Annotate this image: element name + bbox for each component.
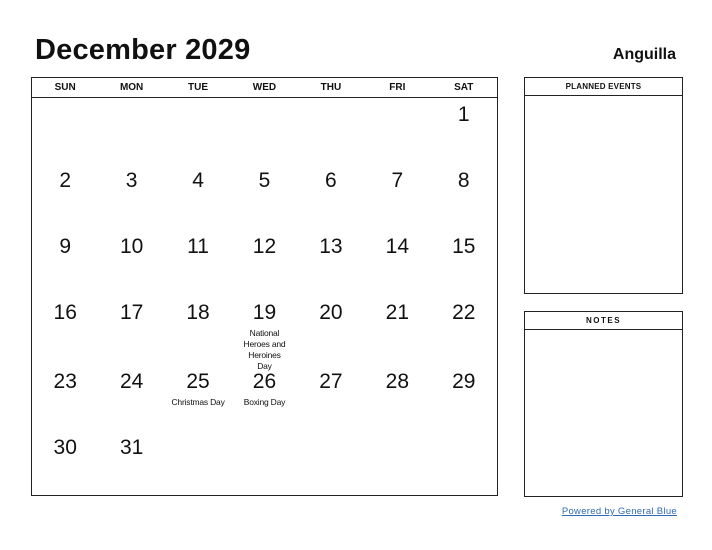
- weekday-thu: THU: [320, 82, 342, 93]
- day-cell: [231, 97, 297, 163]
- weekday-wed: WED: [252, 82, 277, 93]
- holiday-label: National Heroes and Heroines Day: [243, 328, 286, 371]
- weekday-mon: MON: [119, 82, 144, 93]
- day-cell: [431, 163, 497, 229]
- day-number: 2: [59, 169, 72, 192]
- day-cell: [32, 364, 98, 430]
- day-cell: [431, 364, 497, 430]
- day-cell: [364, 430, 430, 496]
- day-number: 30: [53, 436, 77, 459]
- day-cell: [98, 295, 164, 364]
- day-grid: [32, 97, 497, 496]
- day-number: 7: [391, 169, 404, 192]
- day-cell: [32, 430, 98, 496]
- day-cell: [98, 97, 164, 163]
- week-row: [32, 295, 497, 371]
- day-number: 29: [452, 370, 476, 393]
- day-number: 8: [457, 169, 470, 192]
- day-number: 21: [385, 301, 409, 324]
- day-cell: [298, 229, 364, 295]
- day-cell: [431, 295, 497, 364]
- day-cell: [98, 430, 164, 496]
- day-number: 15: [452, 235, 476, 258]
- day-cell: [165, 295, 231, 364]
- weekday-sun: SUN: [54, 82, 76, 93]
- calendar-grid: [31, 77, 498, 496]
- day-cell: [364, 229, 430, 295]
- weekday-tue: TUE: [188, 82, 209, 93]
- weekday-header: [32, 78, 497, 98]
- day-cell: [231, 163, 297, 229]
- day-cell: [165, 229, 231, 295]
- day-cell: [431, 97, 497, 163]
- day-number: 12: [252, 235, 277, 258]
- day-cell: [231, 430, 297, 496]
- day-cell: [231, 295, 297, 371]
- country-label: Anguilla: [612, 46, 676, 63]
- day-number: 4: [192, 169, 204, 192]
- day-cell: [32, 163, 98, 229]
- day-number: 16: [53, 301, 77, 324]
- calendar-title: December 2029: [35, 34, 251, 66]
- day-number: 17: [119, 301, 144, 324]
- holiday-label: Boxing Day: [243, 397, 286, 407]
- planned-events-title: PLANNED EVENTS: [525, 78, 682, 96]
- day-cell: [165, 364, 231, 430]
- day-number: 23: [53, 370, 77, 393]
- day-cell: [298, 430, 364, 496]
- day-number: 1: [457, 103, 470, 126]
- day-number: 5: [258, 169, 271, 192]
- day-cell: [32, 97, 98, 163]
- day-number: 28: [385, 370, 409, 393]
- day-cell: [165, 97, 231, 163]
- day-cell: [298, 295, 364, 364]
- day-cell: [165, 163, 231, 229]
- planned-events-panel: [524, 77, 683, 294]
- day-number: 20: [319, 301, 343, 324]
- day-number: 19: [252, 301, 277, 324]
- day-number: 27: [319, 370, 343, 393]
- day-cell: [165, 430, 231, 496]
- week-row: [32, 163, 497, 229]
- day-cell: [431, 229, 497, 295]
- week-row: [32, 364, 497, 430]
- day-cell: [32, 295, 98, 364]
- day-number: 10: [119, 235, 144, 258]
- day-number: 11: [187, 235, 209, 258]
- day-number: 9: [59, 235, 72, 258]
- day-cell: [364, 364, 430, 430]
- day-cell: [298, 97, 364, 163]
- weekday-fri: FRI: [389, 82, 406, 93]
- day-cell: [298, 364, 364, 430]
- notes-panel: [524, 311, 683, 497]
- day-cell: [298, 163, 364, 229]
- day-cell: [98, 364, 164, 430]
- day-cell: [98, 229, 164, 295]
- weekday-sat: SAT: [454, 82, 474, 93]
- day-cell: [364, 295, 430, 364]
- day-cell: [231, 229, 297, 295]
- day-number: 13: [319, 235, 343, 258]
- week-row: [32, 430, 497, 496]
- day-number: 18: [186, 301, 210, 324]
- day-number: 22: [452, 301, 476, 324]
- day-cell: [32, 229, 98, 295]
- notes-title: NOTES: [525, 312, 682, 330]
- day-number: 26: [252, 370, 277, 393]
- day-cell: [364, 97, 430, 163]
- day-cell: [431, 430, 497, 496]
- day-cell: [231, 364, 297, 430]
- day-number: 31: [119, 436, 144, 459]
- day-number: 3: [125, 169, 138, 192]
- day-cell: [98, 163, 164, 229]
- day-number: 14: [385, 235, 409, 258]
- powered-by-link[interactable]: Powered by General Blue: [561, 506, 677, 517]
- holiday-label: Christmas Day: [171, 397, 225, 407]
- week-row: [32, 229, 497, 295]
- day-number: 24: [119, 370, 144, 393]
- day-number: 25: [186, 370, 210, 393]
- week-row: [32, 97, 497, 163]
- day-number: 6: [325, 169, 337, 192]
- day-cell: [364, 163, 430, 229]
